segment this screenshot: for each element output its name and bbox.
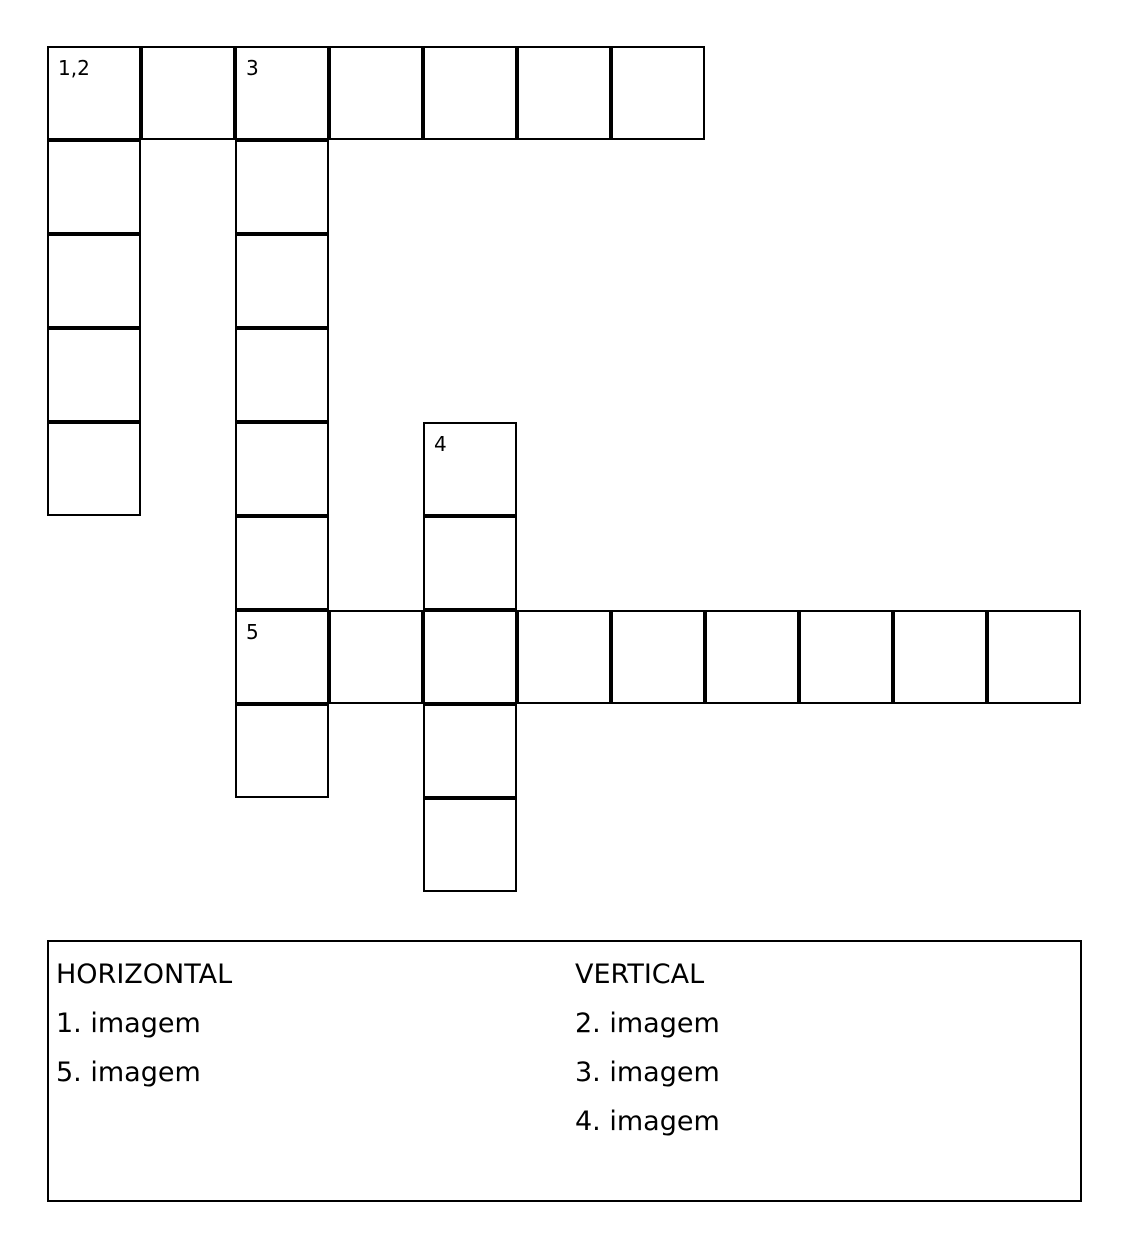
vertical-heading: VERTICAL bbox=[575, 959, 705, 990]
crossword-cell[interactable] bbox=[423, 46, 517, 140]
clues-box bbox=[47, 940, 1082, 1202]
crossword-cell[interactable] bbox=[987, 610, 1081, 704]
crossword-cell[interactable] bbox=[329, 610, 423, 704]
crossword-cell[interactable] bbox=[235, 140, 329, 234]
vertical-clues bbox=[575, 958, 720, 1154]
crossword-cell[interactable] bbox=[423, 422, 517, 516]
horizontal-heading: HORIZONTAL bbox=[56, 959, 233, 990]
crossword-cell[interactable] bbox=[47, 328, 141, 422]
crossword-cell[interactable] bbox=[423, 516, 517, 610]
crossword-cell[interactable] bbox=[235, 328, 329, 422]
cell-number: 4 bbox=[434, 432, 447, 456]
crossword-cell[interactable] bbox=[517, 46, 611, 140]
cell-number: 3 bbox=[246, 56, 259, 80]
horizontal-clue-1: 1. imagem bbox=[56, 1008, 201, 1039]
crossword-cell[interactable] bbox=[235, 610, 329, 704]
crossword-cell[interactable] bbox=[799, 610, 893, 704]
horizontal-clues bbox=[56, 958, 232, 1105]
vertical-clue-2: 2. imagem bbox=[575, 1008, 720, 1039]
crossword-cell[interactable] bbox=[47, 140, 141, 234]
crossword-cell[interactable] bbox=[517, 610, 611, 704]
horizontal-clue-5: 5. imagem bbox=[56, 1057, 201, 1088]
crossword-cell[interactable] bbox=[47, 234, 141, 328]
crossword-cell[interactable] bbox=[141, 46, 235, 140]
crossword-cell[interactable] bbox=[423, 798, 517, 892]
vertical-clue-3: 3. imagem bbox=[575, 1057, 720, 1088]
crossword-cell[interactable] bbox=[47, 422, 141, 516]
crossword-cell[interactable] bbox=[423, 610, 517, 704]
crossword-cell[interactable] bbox=[235, 704, 329, 798]
crossword-cell[interactable] bbox=[235, 234, 329, 328]
vertical-clue-4: 4. imagem bbox=[575, 1106, 720, 1137]
crossword-cell[interactable] bbox=[611, 46, 705, 140]
crossword-cell[interactable] bbox=[893, 610, 987, 704]
crossword-cell[interactable] bbox=[329, 46, 423, 140]
crossword-cell[interactable] bbox=[235, 516, 329, 610]
crossword-cell[interactable] bbox=[235, 46, 329, 140]
crossword-cell[interactable] bbox=[705, 610, 799, 704]
crossword-cell[interactable] bbox=[611, 610, 705, 704]
crossword-cell[interactable] bbox=[423, 704, 517, 798]
cell-number: 5 bbox=[246, 620, 259, 644]
crossword-cell[interactable] bbox=[47, 46, 141, 140]
crossword-cell[interactable] bbox=[235, 422, 329, 516]
cell-number: 1,2 bbox=[58, 56, 90, 80]
